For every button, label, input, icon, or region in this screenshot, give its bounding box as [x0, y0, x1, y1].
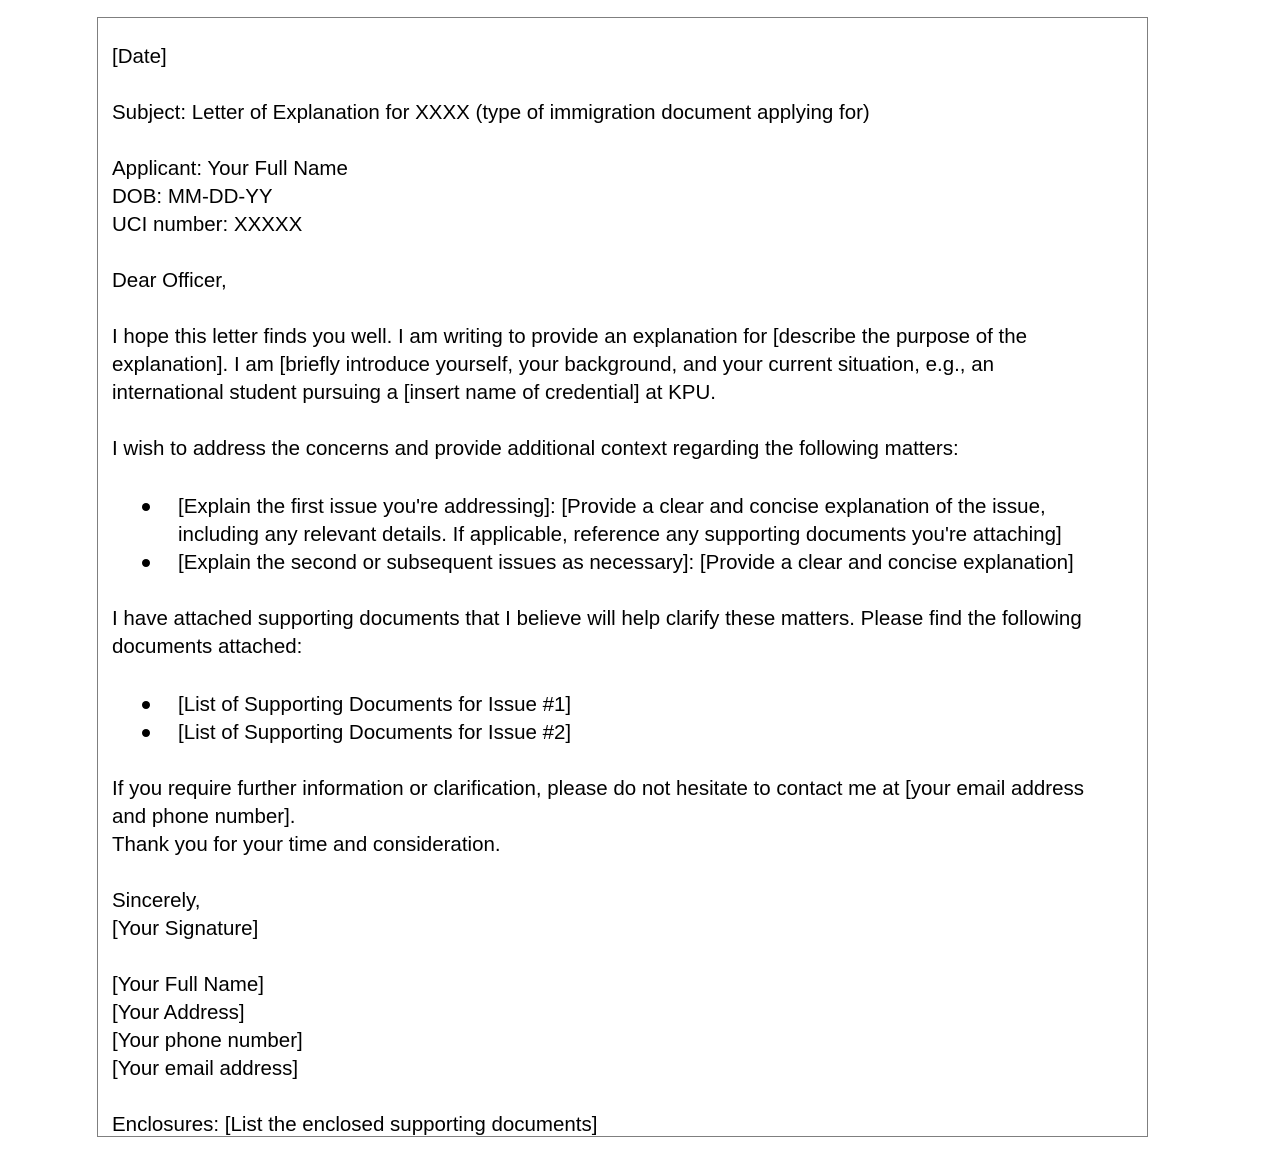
contact-line: and phone number].: [112, 805, 296, 828]
bullet-icon: [142, 701, 150, 709]
attached-line: documents attached:: [112, 635, 303, 658]
attached-line: I have attached supporting documents that I believe will help clarify these matters. Please find the following: [112, 607, 1082, 630]
sender-full-name: [Your Full Name]: [112, 973, 264, 996]
issue-line: [Explain the first issue you're addressing]: [Provide a clear and concise explanation of the issue,: [178, 495, 1046, 518]
signature-placeholder: [Your Signature]: [112, 917, 259, 940]
attached-paragraph: [112, 605, 1139, 661]
salutation: Dear Officer,: [112, 269, 227, 292]
document-line: [List of Supporting Documents for Issue #1]: [178, 693, 572, 716]
documents-list: [112, 691, 1139, 747]
list-item: [112, 549, 1139, 577]
sender-phone: [Your phone number]: [112, 1029, 303, 1052]
letter-subject: Subject: Letter of Explanation for XXXX (type of immigration document applying for): [112, 101, 870, 124]
thanks-line: Thank you for your time and consideration.: [112, 833, 501, 856]
closing: Sincerely,: [112, 889, 201, 912]
letter-date: [Date]: [112, 45, 167, 68]
bullet-icon: [142, 729, 150, 737]
issue-line: [Explain the second or subsequent issues as necessary]: [Provide a clear and concise explanation]: [178, 551, 1074, 574]
enclosures: Enclosures: [List the enclosed supporting documents]: [112, 1113, 598, 1136]
sender-address: [Your Address]: [112, 1001, 245, 1024]
intro-line: explanation]. I am [briefly introduce yourself, your background, and your current situation, e.g., an: [112, 353, 994, 376]
concerns-intro: I wish to address the concerns and provide additional context regarding the following matters:: [112, 437, 959, 460]
applicant-uci: UCI number: XXXXX: [112, 213, 303, 236]
sender-email: [Your email address]: [112, 1057, 299, 1080]
issues-list: [112, 493, 1139, 577]
issue-line: including any relevant details. If applicable, reference any supporting documents you're attaching]: [178, 523, 1062, 546]
list-item: [112, 493, 1139, 549]
bullet-icon: [142, 559, 150, 567]
contact-line: If you require further information or clarification, please do not hesitate to contact me at [your email address: [112, 777, 1084, 800]
intro-line: I hope this letter finds you well. I am writing to provide an explanation for [describe the purpose of the: [112, 325, 1028, 348]
document-line: [List of Supporting Documents for Issue #2]: [178, 721, 572, 744]
intro-paragraph: [112, 323, 1139, 407]
letter-body: [112, 43, 1139, 1139]
intro-line: international student pursuing a [insert name of credential] at KPU.: [112, 381, 716, 404]
list-item: [112, 719, 1139, 747]
list-item: [112, 691, 1139, 719]
contact-paragraph: [112, 775, 1139, 831]
letter-page: [97, 17, 1148, 1137]
bullet-icon: [142, 503, 150, 511]
applicant-dob: DOB: MM-DD-YY: [112, 185, 273, 208]
applicant-name: Applicant: Your Full Name: [112, 157, 348, 180]
